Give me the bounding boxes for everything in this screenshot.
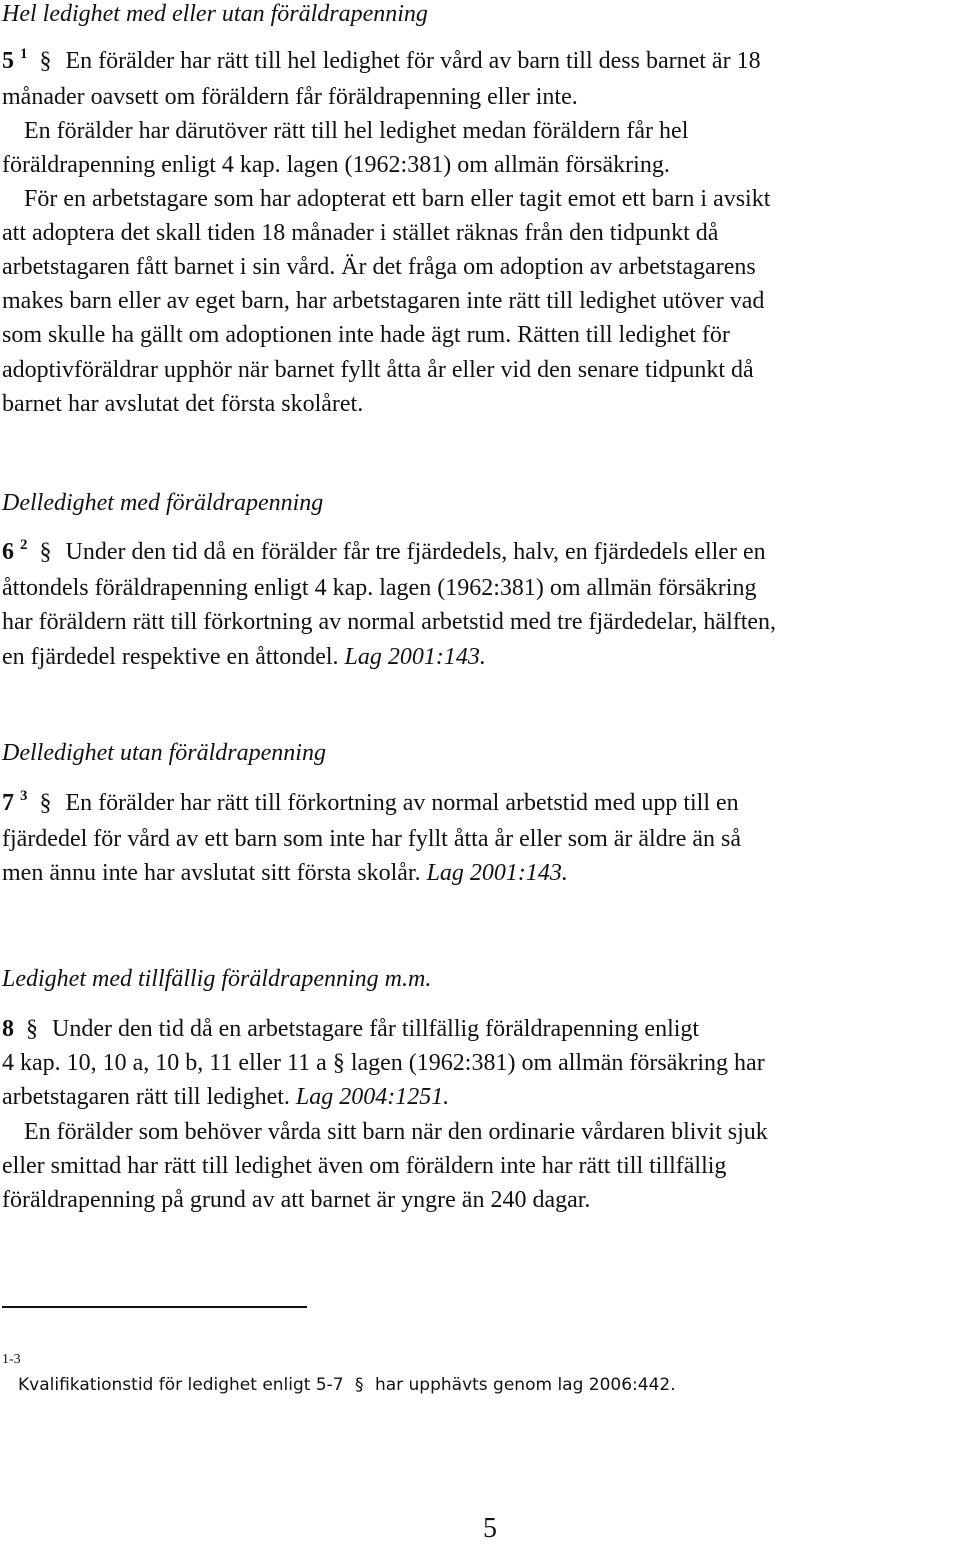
footnote-text <box>18 1372 676 1398</box>
paragraph-number: 6 <box>2 539 14 565</box>
paragraph-text: 4 kap. 10, 10 a, 10 b, 11 eller 11 a <box>2 1050 327 1076</box>
paragraph-number: 7 <box>2 790 14 816</box>
paragraph-line: adoptivföräldrar upphör när barnet fyllt åtta år eller vid den senare tidpunkt då <box>2 357 754 383</box>
paragraph-line: För en arbetstagare som har adopterat ett barn eller tagit emot ett barn i avsikt <box>24 186 771 212</box>
page-number: 5 <box>483 1513 497 1544</box>
paragraph-text: men ännu inte har avslutat sitt första skolår. <box>2 860 421 886</box>
paragraph-line <box>2 44 761 78</box>
paragraph-line: arbetstagaren fått barnet i sin vård. Är det fråga om adoption av arbetstagarens <box>2 254 756 280</box>
section-heading: Hel ledighet med eller utan föräldrapenning <box>2 1 428 27</box>
paragraph-line <box>2 535 766 569</box>
section-sign-icon: § <box>355 1375 364 1395</box>
paragraph-line: har föräldern rätt till förkortning av normal arbetstid med tre fjärdedelar, hälften, <box>2 609 777 635</box>
paragraph-line: makes barn eller av eget barn, har arbetstagaren inte rätt till ledighet utöver vad <box>2 288 765 314</box>
paragraph-line: att adoptera det skall tiden 18 månader i stället räknas från den tidpunkt då <box>2 220 719 246</box>
footnote-ref: 1 <box>20 46 28 62</box>
paragraph-line <box>2 1046 765 1080</box>
paragraph-line: fjärdedel för vård av ett barn som inte har fyllt åtta år eller som är äldre än så <box>2 826 742 852</box>
footnote-mark: 1-3 <box>2 1352 21 1367</box>
paragraph-line: eller smittad har rätt till ledighet även om föräldern inte har rätt till tillfällig <box>2 1153 727 1179</box>
paragraph-number: 8 <box>2 1016 14 1042</box>
paragraph-text: En förälder har rätt till förkortning av normal arbetstid med upp till en <box>65 790 739 816</box>
section-sign-icon: § <box>332 1050 345 1076</box>
footnote-divider <box>2 1306 307 1308</box>
paragraph-line <box>2 856 568 890</box>
paragraph-line: månader oavsett om föräldern får föräldrapenning eller inte. <box>2 84 578 110</box>
paragraph-text: en fjärdedel respektive en åttondel. <box>2 644 339 670</box>
paragraph-text: lagen (1962:381) om allmän försäkring har <box>350 1050 765 1076</box>
paragraph-line <box>2 640 486 674</box>
footnote-text-before: Kvalifikationstid för ledighet enligt 5-7 <box>18 1375 344 1395</box>
paragraph-line <box>2 1080 449 1114</box>
section-sign-icon: § <box>39 790 52 816</box>
paragraph-text: Under den tid då en förälder får tre fjärdedels, halv, en fjärdedels eller en <box>65 539 766 565</box>
section-heading: Delledighet med föräldrapenning <box>2 490 324 516</box>
paragraph-line: En förälder har därutöver rätt till hel ledighet medan föräldern får hel <box>24 118 689 144</box>
section-heading: Delledighet utan föräldrapenning <box>2 740 326 766</box>
law-reference: Lag 2001:143. <box>426 860 568 886</box>
footnote-ref: 3 <box>20 788 28 804</box>
section-heading: Ledighet med tillfällig föräldrapenning m.m. <box>2 966 432 992</box>
paragraph-line: En förälder som behöver vårda sitt barn när den ordinarie vårdaren blivit sjuk <box>24 1119 768 1145</box>
paragraph-line: som skulle ha gällt om adoptionen inte hade ägt rum. Rätten till ledighet för <box>2 322 730 348</box>
paragraph-text: arbetstagaren rätt till ledighet. <box>2 1084 290 1110</box>
paragraph-line: föräldrapenning på grund av att barnet är yngre än 240 dagar. <box>2 1187 591 1213</box>
section-sign-icon: § <box>26 1016 38 1042</box>
paragraph-line <box>2 1012 699 1046</box>
section-sign-icon: § <box>39 48 52 74</box>
footnote-text-after: har upphävts genom lag 2006:442. <box>374 1375 676 1395</box>
footnote-ref: 2 <box>20 537 28 553</box>
paragraph-text: Under den tid då en arbetstagare får tillfällig föräldrapenning enligt <box>52 1016 700 1042</box>
paragraph-line: föräldrapenning enligt 4 kap. lagen (1962:381) om allmän försäkring. <box>2 152 670 178</box>
law-reference: Lag 2001:143. <box>344 644 486 670</box>
paragraph-text: En förälder har rätt till hel ledighet för vård av barn till dess barnet är 18 <box>65 48 761 74</box>
section-sign-icon: § <box>39 539 52 565</box>
paragraph-line: barnet har avslutat det första skolåret. <box>2 391 364 417</box>
paragraph-line: åttondels föräldrapenning enligt 4 kap. lagen (1962:381) om allmän försäkring <box>2 575 757 601</box>
paragraph-line <box>2 786 739 820</box>
law-reference: Lag 2004:1251. <box>295 1084 450 1110</box>
paragraph-number: 5 <box>2 48 14 74</box>
